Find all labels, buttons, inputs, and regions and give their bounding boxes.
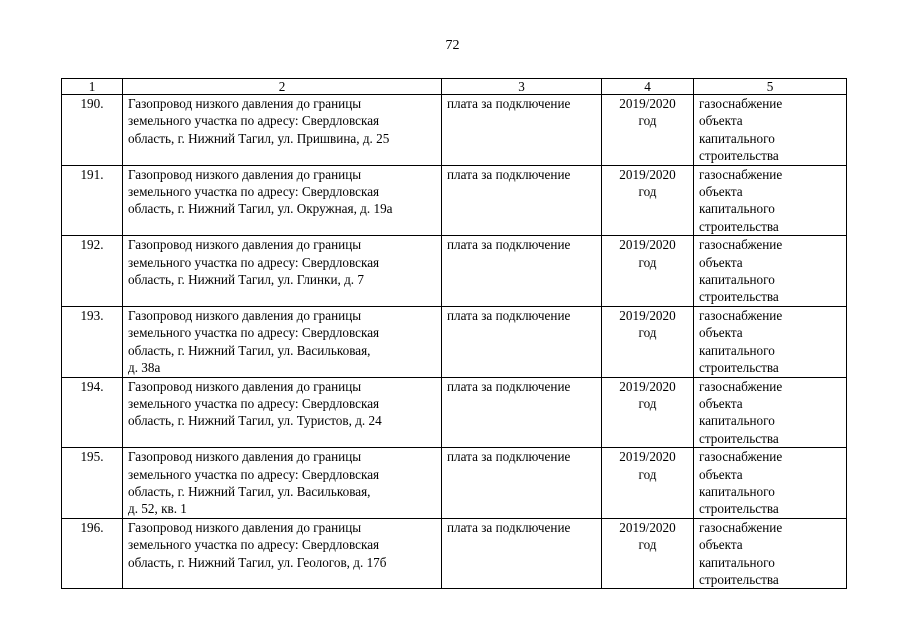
header-col-3: 3 <box>442 79 602 95</box>
purpose: газоснабжение объекта капитального строительства <box>699 96 783 164</box>
object-description: Газопровод низкого давления до границы земельного участка по адресу: Свердловская область, г. Нижний Тагил, ул. Пришвина, д. 25 <box>128 96 390 146</box>
purpose: газоснабжение объекта капитального строительства <box>699 378 783 446</box>
row-number: 193. <box>62 306 123 377</box>
table-row <box>62 236 847 307</box>
period: 2019/2020 год <box>619 166 676 200</box>
payment-type: плата за подключение <box>447 378 571 394</box>
payment-type: плата за подключение <box>447 96 571 111</box>
row-number: 192. <box>62 236 123 307</box>
row-number: 190. <box>62 95 123 166</box>
object-description: Газопровод низкого давления до границы земельного участка по адресу: Свердловская область, г. Нижний Тагил, ул. Геологов, д. 17б <box>128 519 387 570</box>
table-row <box>62 448 847 519</box>
header-col-1: 1 <box>62 79 123 95</box>
payment-type: плата за подключение <box>447 449 571 465</box>
object-description: Газопровод низкого давления до границы земельного участка по адресу: Свердловская область, г. Нижний Тагил, ул. Окружная, д. 19а <box>128 166 393 217</box>
table-row <box>62 306 847 377</box>
period: 2019/2020 год <box>619 449 676 482</box>
period: 2019/2020 год <box>619 307 676 341</box>
purpose: газоснабжение объекта капитального строительства <box>699 166 783 234</box>
table-row <box>62 377 847 448</box>
object-description: Газопровод низкого давления до границы земельного участка по адресу: Свердловская область, г. Нижний Тагил, ул. Туристов, д. 24 <box>128 378 382 429</box>
header-col-4: 4 <box>602 79 694 95</box>
table-row <box>62 95 847 166</box>
payment-type: плата за подключение <box>447 166 571 182</box>
purpose: газоснабжение объекта капитального строительства <box>699 519 783 587</box>
period: 2019/2020 год <box>619 378 676 411</box>
table-row <box>62 518 847 589</box>
row-number: 195. <box>62 448 123 519</box>
table-row <box>62 165 847 236</box>
purpose: газоснабжение объекта капитального строительства <box>699 449 783 517</box>
row-number: 194. <box>62 377 123 448</box>
investment-table <box>61 78 847 589</box>
header-col-5: 5 <box>694 79 847 95</box>
object-description: Газопровод низкого давления до границы земельного участка по адресу: Свердловская область, г. Нижний Тагил, ул. Васильковая, д. 38а <box>128 307 380 376</box>
purpose: газоснабжение объекта капитального строительства <box>699 237 783 305</box>
row-number: 196. <box>62 518 123 589</box>
period: 2019/2020 год <box>619 237 676 270</box>
header-col-2: 2 <box>123 79 442 95</box>
period: 2019/2020 год <box>619 519 676 553</box>
period: 2019/2020 год <box>619 96 676 129</box>
page-number: 72 <box>445 38 460 53</box>
purpose: газоснабжение объекта капитального строительства <box>699 307 783 376</box>
payment-type: плата за подключение <box>447 237 571 253</box>
object-description: Газопровод низкого давления до границы земельного участка по адресу: Свердловская область, г. Нижний Тагил, ул. Васильковая, д. 52, кв. 1 <box>128 449 380 517</box>
payment-type: плата за подключение <box>447 519 571 535</box>
object-description: Газопровод низкого давления до границы земельного участка по адресу: Свердловская область, г. Нижний Тагил, ул. Глинки, д. 7 <box>128 237 380 288</box>
payment-type: плата за подключение <box>447 307 571 323</box>
row-number: 191. <box>62 165 123 236</box>
header-row <box>62 79 847 95</box>
